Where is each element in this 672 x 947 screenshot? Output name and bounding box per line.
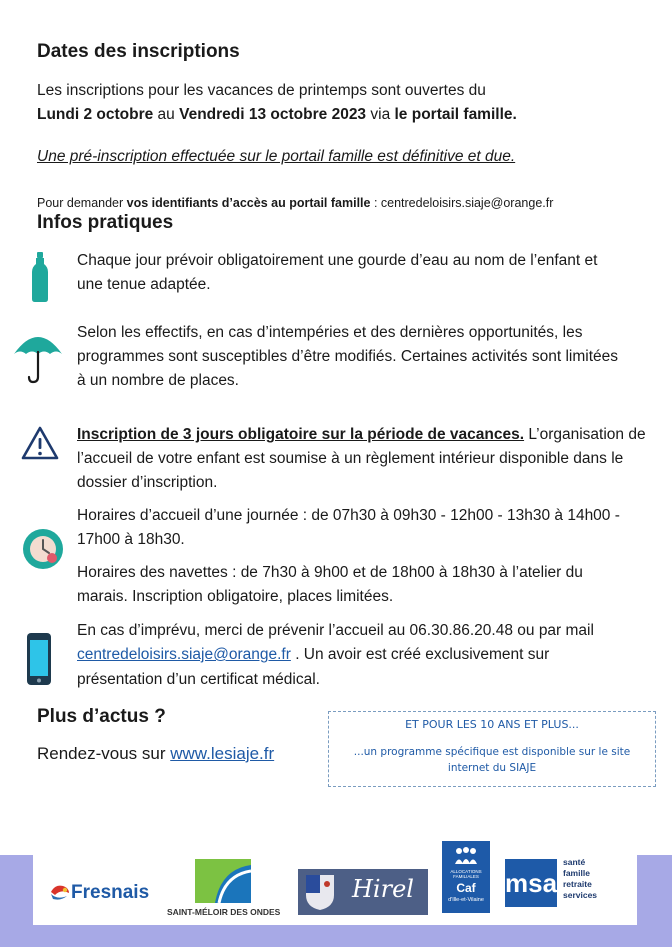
infos-heading: Infos pratiques — [37, 212, 174, 233]
clock-icon — [22, 528, 64, 570]
msa-line-1: santé — [563, 857, 586, 867]
promo-line2: internet du SIAJE — [447, 762, 537, 774]
caf-sub-text: d'Ille-et-Vilaine — [448, 897, 484, 903]
shuttle-line1: Horaires des navettes : de 7h30 à 9h00 et de 18h00 à 18h30 à l’atelier du — [77, 564, 583, 581]
ids-suffix: : centredeloisirs.siaje@orange.fr — [370, 195, 554, 210]
date-end: Vendredi 13 octobre 2023 — [179, 106, 367, 123]
caf-top-text: ALLOCATIONS FAMILIALES — [450, 869, 482, 879]
logo-strip — [33, 855, 637, 925]
weather-line1: Selon les effectifs, en cas d’intempéries et des dernières opportunités, les — [77, 324, 583, 341]
caf-name: Caf — [456, 881, 476, 895]
msa-line-2: famille — [563, 868, 590, 878]
contact-line1: En cas d’imprévu, merci de prévenir l’accueil au 06.30.86.20.48 ou par mail — [77, 622, 594, 639]
warning-icon — [20, 425, 60, 461]
contact-email-link[interactable]: centredeloisirs.siaje@orange.fr — [77, 646, 291, 663]
fresnais-logo — [49, 861, 159, 919]
rule-line2: l’accueil de votre enfant est soumise à un règlement intérieur disponible dans le — [77, 450, 624, 467]
rule-bold: Inscription de 3 jours obligatoire sur la période de vacances. — [77, 426, 525, 443]
website-link[interactable]: www.lesiaje.fr — [170, 744, 275, 763]
contact-line2-rest: . Un avoir est créé exclusivement sur — [290, 646, 550, 663]
hours-line1: Horaires d’accueil d’une journée : de 07h30 à 09h30 - 12h00 - 13h30 à 14h00 - — [77, 507, 620, 524]
caf-logo — [442, 841, 490, 913]
date-via: via — [366, 106, 395, 123]
saint-meloir-text: SAINT-MÉLOIR DES ONDES — [167, 907, 281, 917]
umbrella-icon — [13, 330, 63, 384]
preinscription-note: Une pré-inscription effectuée sur le portail famille est définitive et due. — [37, 148, 516, 165]
hirel-crest-icon — [304, 873, 336, 911]
water-bottle-icon — [31, 252, 49, 302]
phone-icon — [26, 632, 52, 686]
rule-line1 — [77, 423, 646, 447]
rule-line3: dossier d’inscription. — [77, 474, 218, 491]
shuttle-line2: marais. Inscription obligatoire, places limitées. — [77, 588, 394, 605]
promo-title: ET POUR LES 10 ANS ET PLUS... — [405, 718, 579, 731]
msa-logo — [505, 857, 631, 915]
msa-lines — [563, 857, 597, 901]
saint-meloir-mark-icon — [195, 859, 251, 903]
contact-line3: présentation d’un certificat médical. — [77, 671, 320, 688]
water-line2: une tenue adaptée. — [77, 276, 211, 293]
ids-line — [37, 194, 553, 212]
weather-line2: programmes sont susceptibles d’être modifiés. Certaines activités sont limitées — [77, 348, 619, 365]
msa-mark: msa — [505, 859, 557, 907]
actus-heading: Plus d’actus ? — [37, 706, 166, 727]
promo-line1: ...un programme spécifique est disponible sur le site — [353, 746, 631, 758]
hirel-logo — [298, 869, 428, 915]
fresnais-text: Fresnais — [71, 882, 150, 903]
hours-line2: 17h00 à 18h30. — [77, 531, 185, 548]
date-start: Lundi 2 octobre — [37, 106, 154, 123]
water-line1: Chaque jour prévoir obligatoirement une gourde d’eau au nom de l’enfant et — [77, 252, 598, 269]
dates-heading: Dates des inscriptions — [37, 41, 240, 62]
date-between: au — [153, 106, 180, 123]
caf-people-icon — [453, 846, 479, 866]
msa-line-4: services — [563, 890, 598, 900]
actus-line — [37, 744, 274, 764]
dates-line2 — [37, 103, 517, 127]
promo-box — [328, 711, 656, 787]
fresnais-mark-icon — [49, 883, 71, 901]
saint-meloir-logo — [161, 861, 283, 919]
footer-band — [0, 855, 672, 947]
weather-line3: à un nombre de places. — [77, 372, 239, 389]
portal-text: le portail famille. — [394, 106, 517, 123]
hirel-text: Hirel — [352, 875, 414, 903]
ids-bold: vos identifiants d’accès au portail famille — [126, 195, 371, 210]
ids-prefix: Pour demander — [37, 195, 127, 210]
dates-line1: Les inscriptions pour les vacances de printemps sont ouvertes du — [37, 82, 486, 99]
rule-line1-rest: L’organisation de — [524, 426, 646, 443]
contact-line2 — [77, 643, 549, 667]
actus-text: Rendez-vous sur — [37, 744, 171, 763]
msa-line-3: retraite — [563, 879, 592, 889]
